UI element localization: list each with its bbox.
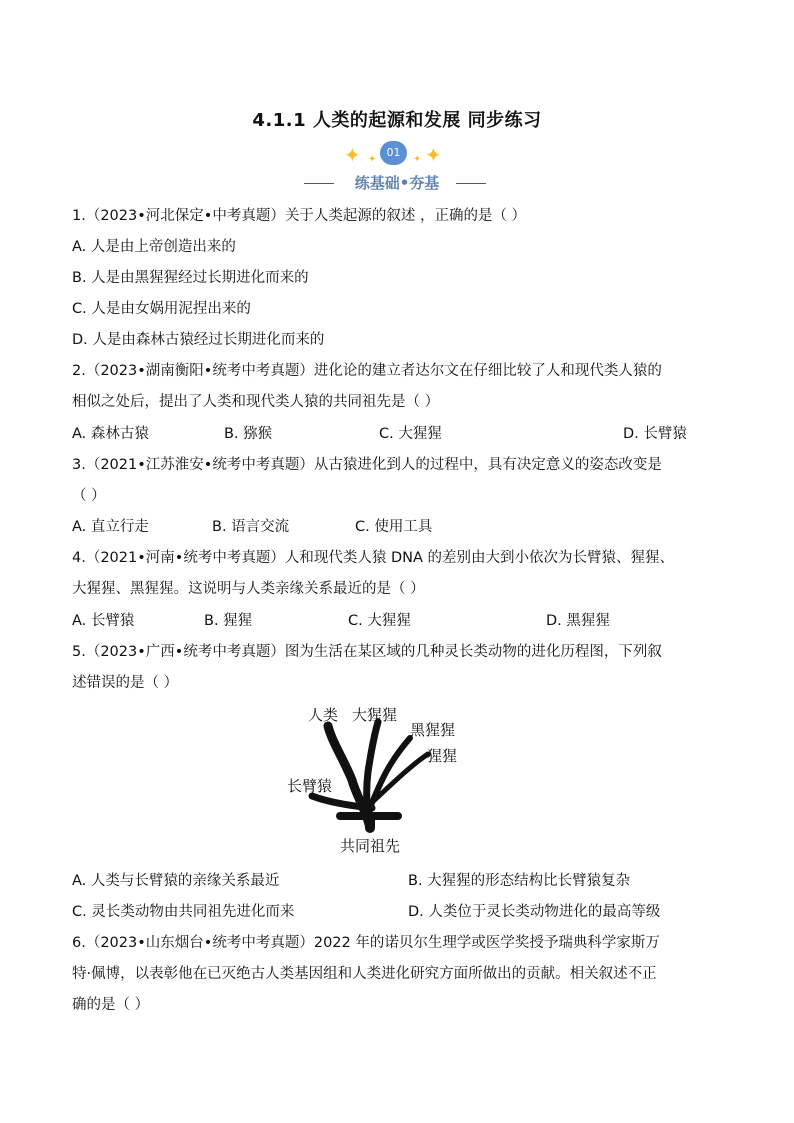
answer-option: A. 长臂猿	[72, 613, 135, 629]
section-title: 练基础•夯基	[354, 174, 440, 192]
section-badge-row	[0, 141, 794, 169]
question-stem: 1.（2023•河北保定•中考真题）关于人类起源的叙述 ，正确的是（ ）	[72, 208, 527, 224]
divider	[456, 183, 486, 184]
label-common-ancestor: 共同祖先	[340, 838, 401, 855]
evolution-tree-figure	[280, 700, 480, 860]
answer-option: C. 大猩猩	[348, 613, 411, 629]
label-gibbon: 长臂猿	[287, 778, 333, 795]
page-title: 4.1.1 人类的起源和发展 同步练习	[252, 110, 542, 131]
answer-option: D. 人类位于灵长类动物进化的最高等级	[408, 904, 661, 920]
question-stem: 相似之处后，提出了人类和现代类人猿的共同祖先是（ ）	[72, 394, 440, 410]
answer-option: D. 人是由森林古猿经过长期进化而来的	[72, 332, 325, 348]
answer-option: A. 人类与长臂猿的亲缘关系最近	[72, 873, 280, 889]
question-stem: 4.（2021•河南•统考中考真题）人和现代类人猿 DNA 的差别由大到小依次为长臂猿、猩猩、	[72, 550, 674, 566]
question-stem: （ ）	[72, 488, 106, 504]
question-stem: 5.（2023•广西•统考中考真题）图为生活在某区域的几种灵长类动物的进化历程图，下列叙	[72, 644, 662, 660]
answer-option: A. 森林古猿	[72, 426, 149, 442]
question-stem: 3.（2021•江苏淮安•统考中考真题）从古猿进化到人的过程中，具有决定意义的姿态改变是	[72, 457, 662, 473]
question-stem: 大猩猩、黑猩猩。这说明与人类亲缘关系最近的是（ ）	[72, 581, 425, 597]
sparkle-icon: ✦	[425, 143, 442, 167]
answer-option: C. 大猩猩	[379, 426, 442, 442]
answer-option: B. 语言交流	[212, 519, 290, 535]
question-stem: 2.（2023•湖南衡阳•统考中考真题）进化论的建立者达尔文在仔细比较了人和现代类人猿的	[72, 363, 662, 379]
label-chimpanzee: 黑猩猩	[410, 722, 456, 739]
branch-orangutan	[368, 754, 428, 806]
label-gorilla: 大猩猩	[352, 707, 398, 724]
question-stem: 确的是（ ）	[72, 997, 150, 1013]
question-stem: 特·佩博，以表彰他在已灭绝古人类基因组和人类进化研究方面所做出的贡献。相关叙述不正	[72, 966, 657, 982]
answer-option: D. 长臂猿	[623, 426, 687, 442]
label-human: 人类	[308, 707, 339, 724]
question-stem: 6.（2023•山东烟台•统考中考真题）2022 年的诺贝尔生理学或医学奖授予瑞典科学家斯万	[72, 935, 660, 951]
section-number-badge: 01	[380, 141, 407, 165]
answer-option: B. 大猩猩的形态结构比长臂猿复杂	[408, 873, 631, 889]
section-header	[0, 173, 794, 193]
sparkle-icon: ✦	[344, 143, 361, 167]
answer-option: B. 人是由黑猩猩经过长期进化而来的	[72, 270, 309, 286]
answer-option: C. 人是由女娲用泥捏出来的	[72, 301, 251, 317]
answer-option: C. 使用工具	[355, 519, 433, 535]
label-orangutan: 猩猩	[427, 748, 458, 765]
answer-option: A. 直立行走	[72, 519, 149, 535]
answer-option: B. 猕猴	[224, 426, 273, 442]
answer-option: A. 人是由上帝创造出来的	[72, 239, 236, 255]
answer-option: D. 黑猩猩	[546, 613, 610, 629]
sparkle-icon: ✦	[368, 154, 377, 165]
answer-option: C. 灵长类动物由共同祖先进化而来	[72, 904, 295, 920]
sparkle-icon: ✦	[413, 154, 422, 165]
question-stem: 述错误的是（ ）	[72, 675, 179, 691]
answer-option: B. 猩猩	[204, 613, 253, 629]
